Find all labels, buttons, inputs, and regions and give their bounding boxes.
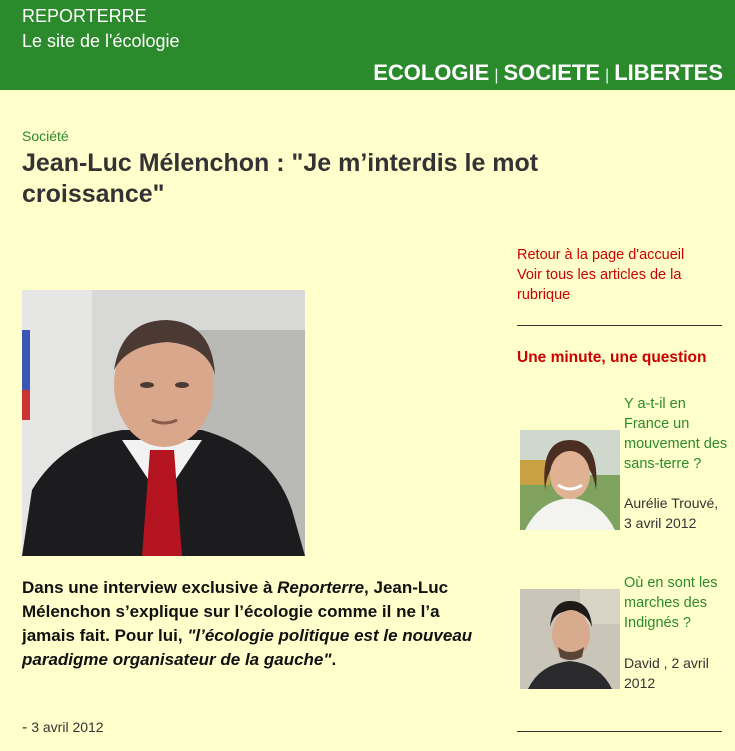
woman-portrait-image (520, 430, 620, 530)
lead-quote: "l’écologie politique est le nouveau paradigme organisateur de la gauche" (22, 626, 473, 669)
article-title: Jean-Luc Mélenchon : "Je m’interdis le mot croissance" (22, 149, 539, 208)
article-photo (22, 290, 305, 556)
item-question-link[interactable]: Y a-t-il en France un mouvement des sans-terre ? (624, 396, 728, 472)
article-date: 3 avril 2012 (31, 719, 104, 735)
sidebar-section-title: Une minute, une question (517, 349, 707, 366)
item-author-date: Aurélie Trouvé, 3 avril 2012 (624, 495, 719, 531)
nav-separator: | (605, 67, 610, 84)
site-name[interactable]: REPORTERRE (22, 6, 147, 26)
man-portrait-image (520, 589, 620, 689)
site-header (0, 0, 735, 90)
site-tagline: Le site de l'écologie (22, 31, 180, 51)
nav-separator: | (494, 67, 499, 84)
sidebar-divider (517, 731, 722, 732)
lead-text: . (331, 650, 337, 669)
lead-text: , Jean-Luc Mélenchon s’explique sur l’écologie comme il ne l’a jamais fait. Pour lui, (22, 578, 449, 645)
section-articles-link[interactable]: Voir tous les articles de la rubrique (517, 267, 682, 303)
item-question-link[interactable]: Où en sont les marches des Indignés ? (624, 575, 718, 631)
item-thumbnail[interactable] (520, 430, 620, 530)
date-dash: - (22, 719, 28, 736)
main-nav (373, 60, 723, 86)
article-lead (22, 576, 492, 672)
portrait-image (22, 290, 305, 556)
item-author-date: David , 2 avril 2012 (624, 655, 709, 691)
sidebar-links (517, 245, 717, 305)
nav-ecologie[interactable]: ECOLOGIE (373, 60, 490, 85)
item-thumbnail[interactable] (520, 589, 620, 689)
sidebar-divider (517, 325, 722, 326)
lead-publication: Reporterre (277, 578, 365, 597)
home-link[interactable]: Retour à la page d'accueil (517, 247, 685, 263)
lead-text: Dans une interview exclusive à (22, 578, 278, 597)
article-date-line (22, 719, 104, 737)
nav-libertes[interactable]: LIBERTES (614, 60, 723, 85)
nav-societe[interactable]: SOCIETE (503, 60, 601, 85)
article-rubric[interactable]: Société (22, 128, 69, 144)
